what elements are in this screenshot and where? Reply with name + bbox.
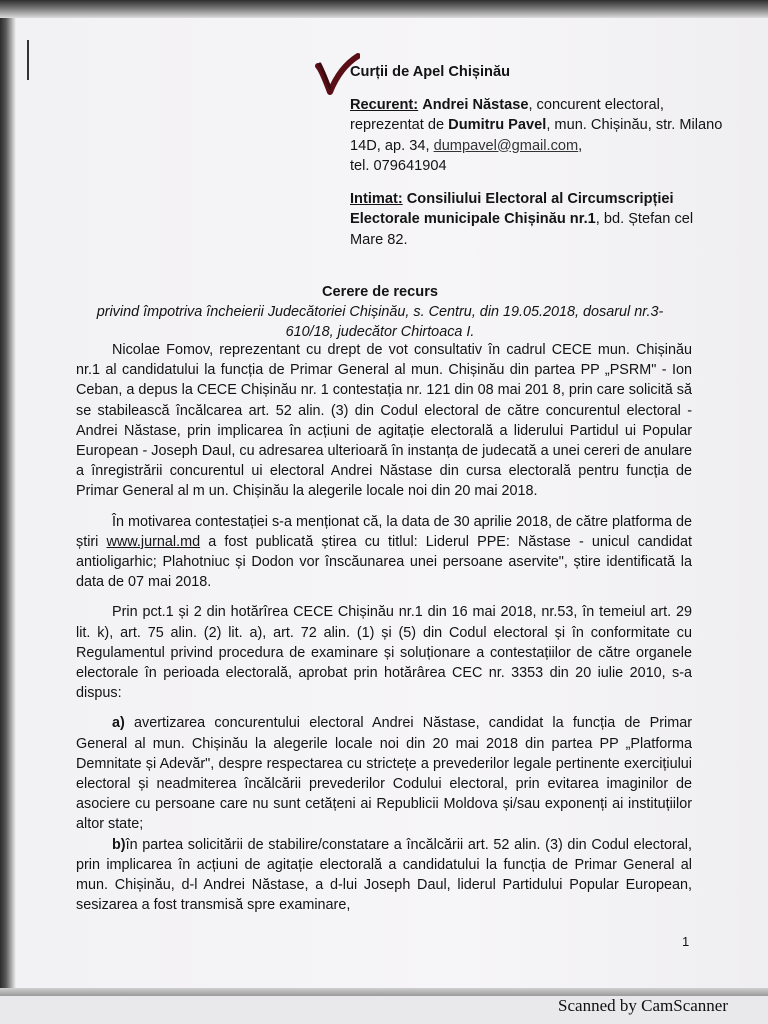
court-name: Curții de Apel Chișinău [350,64,511,80]
representative-address: , mun. Chișinău, str. Milano 14D, ap. 34, [350,117,723,154]
jurnal-link[interactable]: www.jurnal.md [106,533,201,550]
appellant-description: , concurent electoral, reprezentat de [350,96,664,133]
item-b-marker: b) [112,836,126,853]
title-main: Cerere de recurs [321,284,438,300]
paragraph-2 [76,512,692,593]
respondent-block [350,189,730,251]
scan-top-edge [0,0,768,18]
paragraph-2-end: a fost publicată știrea cu titlul: Liderul PPE: Năstase - unicul candidat antioligarhic; Plahotniuc și Dodon vor înscăunarea unei persoane aservite", știre identificată la data de 07 mai 2018. [76,533,692,591]
margin-mark [27,40,29,80]
scanner-watermark: Scanned by CamScanner [558,996,728,1015]
appellant-name: Andrei Năstase [422,96,529,113]
item-a-text: avertizarea concurentului electoral Andrei Năstase, candidat la funcția de Primar General al mun. Chișinău la alegerile locale noi din 20 mai 2018 din partea PP „Platforma Demnitate și Adevăr", despre respectarea cu strictețe a prevederilor legale pertinente exercițiului electoral și neadmiterea încălcării prevederilor Codului electoral, prin evitarea imaginilor de asociere cu persoane care nu sunt cetățeni ai Republicii Moldova și/sau exponenți ai instituțiilor altor state; [76,715,692,833]
respondent-name: Consiliului Electoral al Circumscripției Electorale municipale Chișinău nr.1 [350,190,674,227]
scan-bottom-edge [0,988,768,996]
item-b [76,835,692,916]
respondent-label: Intimat: [350,190,403,207]
email-comma: , [578,137,583,154]
appellant-label: Recurent: [350,96,419,113]
appellant-block [350,95,730,177]
document-title [80,282,680,342]
paragraph-2-start: În motivarea contestației s-a menționat că, la data de 30 aprilie 2018, de către platforma de știri [76,513,692,550]
page-number: 1 [682,934,690,949]
phone-number: tel. 079641904 [350,158,447,174]
representative-name: Dumitru Pavel [448,117,547,133]
title-subtitle: privind împotriva încheierii Judecătoriei Chișinău, s. Centru, din 19.05.2018, dosarul nr.3-610/18, judecător Chirtoaca I. [96,304,664,340]
item-a-marker: a) [112,715,125,732]
item-a [76,713,692,834]
email-link[interactable]: dumpavel@gmail.com [433,137,579,154]
document-body [76,340,692,915]
paragraph-3: Prin pct.1 și 2 din hotărîrea CECE Chișinău nr.1 din 16 mai 2018, nr.53, în temeiul art. 29 lit. k), art. 75 alin. (2) lit. a), art. 72 alin. (1) și (5) din Codul electoral și în conformitate cu Regulamentul privind procedura de examinare și soluționare a contestațiilor de către organele electorale în perioada electorală, aprobat prin hotărârea CEC nr. 3353 din 20 iulie 2010, s-a dispus: [76,604,692,702]
addressee-block [350,62,730,250]
item-b-text: în partea solicitării de stabilire/constatare a încălcării art. 52 alin. (3) din Codul electoral, prin implicarea în acțiuni de agitație electorală a candidatului la funcția de Primar General al mun. Chișinău, d-l Andrei Năstase, a d-lui Joseph Daul, liderul Partidului Popular European, sesizarea a fost transmisă spre examinare, [76,836,692,914]
paragraph-1: Nicolae Fomov, reprezentant cu drept de vot consultativ în cadrul CECE mun. Chișinău nr.1 al candidatului la funcția de Primar General al mun. Chișinău din partea PP „PSRM" - Ion Ceban, a depus la CECE Chișinău nr. 1 contestația nr. 121 din 08 mai 201 8, prin care solicită să se stabilească încălcarea art. 52 alin. (3) din Codul electoral de către concurentul electoral - Andrei Năstase, prin implicarea în acțiuni de agitație electorală a liderului Partidul ui Popular European - Joseph Daul, cu adresarea ulterioară în instanța de judecată a unei cereri de anulare a înregistrării concurentul ui electoral Andrei Năstase din cursa electorală pentru funcția de Primar General al m un. Chișinău la alegerile locale noi din 20 mai 2018. [76,342,692,500]
respondent-address: , bd. Ștefan cel Mare 82. [350,211,694,248]
